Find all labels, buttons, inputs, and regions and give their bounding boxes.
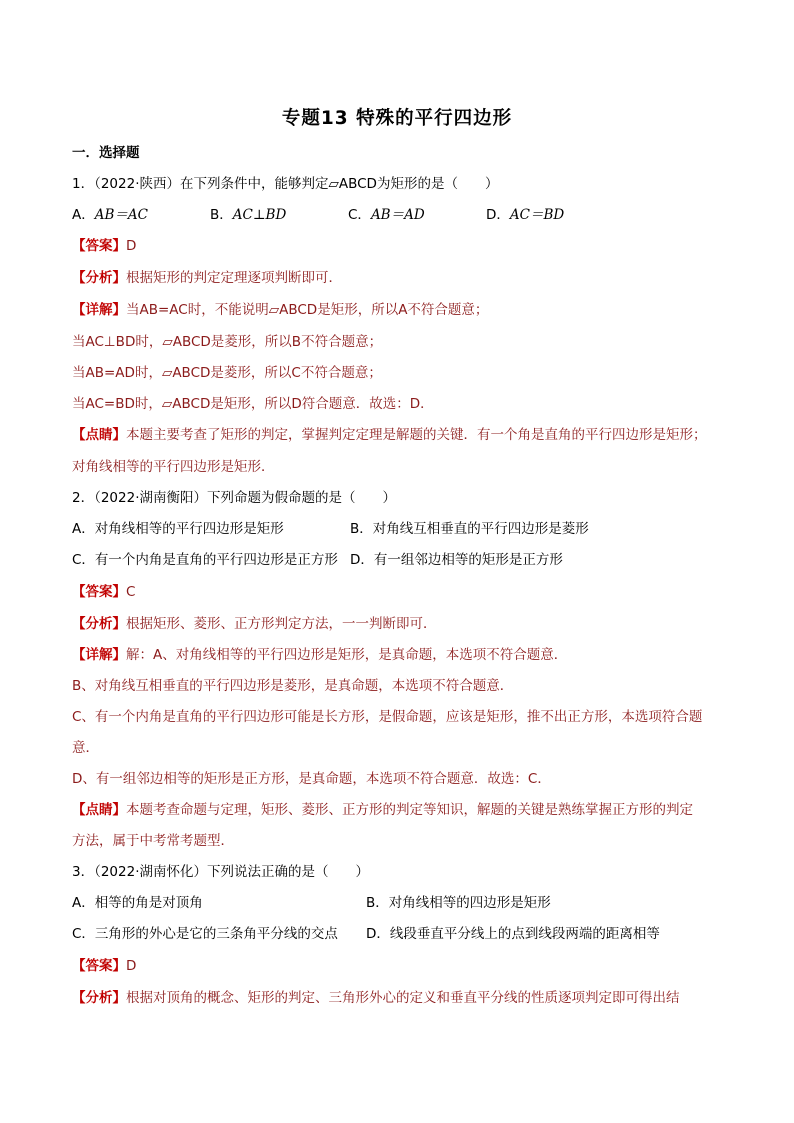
q1-comment	[72, 425, 707, 445]
q2-stem: 2．（2022·湖南衡阳）下列命题为假命题的是（ ）	[72, 490, 396, 506]
analysis-text: 根据矩形、菱形、正方形判定方法，一一判断即可．	[126, 616, 437, 632]
answer-tag: 【答案】	[72, 958, 126, 974]
q2-detail-line-4: 意．	[72, 740, 99, 756]
q2-option-d: D．有一组邻边相等的矩形是正方形	[350, 552, 563, 568]
option-math: AB＝AD	[370, 207, 425, 223]
option-letter: A．	[72, 207, 95, 223]
section-heading: 一．选择题	[72, 145, 140, 161]
detail-text: 解：A、对角线相等的平行四边形是矩形，是真命题，本选项不符合题意．	[126, 647, 568, 663]
detail-tag: 【详解】	[72, 302, 126, 318]
q2-detail	[72, 645, 567, 665]
comment-text: 本题主要考查了矩形的判定，掌握判定定理是解题的关键．有一个角是直角的平行四边形是矩形；	[126, 427, 707, 443]
q2-answer	[72, 582, 135, 602]
q3-stem: 3．（2022·湖南怀化）下列说法正确的是（ ）	[72, 864, 369, 880]
page-title: 专题13 特殊的平行四边形	[281, 108, 513, 129]
answer-value: C	[126, 584, 136, 600]
q2-comment	[72, 800, 693, 820]
comment-tag: 【点睛】	[72, 427, 126, 443]
option-math: AC⊥BD	[232, 207, 287, 223]
q2-detail-line-3: C、有一个内角是直角的平行四边形可能是长方形，是假命题，应该是矩形，推不出正方形，本选项符合题	[72, 709, 703, 725]
q3-option-a: A．相等的角是对顶角	[72, 895, 203, 911]
analysis-tag: 【分析】	[72, 270, 126, 286]
q2-comment-line-2: 方法，属于中考常考题型．	[72, 833, 234, 849]
q2-option-b: B．对角线互相垂直的平行四边形是菱形	[350, 521, 589, 537]
q1-detail-line-2: 当AC⊥BD时，▱ABCD是菱形，所以B不符合题意；	[72, 334, 383, 350]
q1-option-d	[486, 205, 564, 225]
q3-option-b: B．对角线相等的四边形是矩形	[366, 895, 551, 911]
detail-text: 当AB=AC时，不能说明▱ABCD是矩形，所以A不符合题意；	[126, 302, 489, 318]
answer-value: D	[126, 238, 137, 254]
q2-detail-line-2: B、对角线互相垂直的平行四边形是菱形，是真命题，本选项不符合题意．	[72, 678, 514, 694]
q1-detail-line-3: 当AB=AD时，▱ABCD是菱形，所以C不符合题意；	[72, 365, 382, 381]
q2-option-c: C．有一个内角是直角的平行四边形是正方形	[72, 552, 338, 568]
answer-value: D	[126, 958, 137, 974]
analysis-tag: 【分析】	[72, 990, 126, 1006]
q1-detail-line-4: 当AC=BD时，▱ABCD是矩形，所以D符合题意．故选：D．	[72, 396, 434, 412]
q2-detail-line-5: D、有一组邻边相等的矩形是正方形，是真命题，本选项不符合题意．故选：C．	[72, 771, 551, 787]
analysis-text: 根据对顶角的概念、矩形的判定、三角形外心的定义和垂直平分线的性质逐项判定即可得出结	[126, 990, 680, 1006]
option-letter: C．	[348, 207, 371, 223]
option-math: AB＝AC	[94, 207, 148, 223]
q1-option-c	[348, 205, 425, 225]
answer-tag: 【答案】	[72, 584, 126, 600]
option-letter: B．	[210, 207, 233, 223]
q3-analysis	[72, 988, 680, 1008]
q1-detail	[72, 300, 488, 320]
q1-comment-line-2: 对角线相等的平行四边形是矩形．	[72, 459, 275, 475]
detail-tag: 【详解】	[72, 647, 126, 663]
answer-tag: 【答案】	[72, 238, 126, 254]
q2-analysis	[72, 614, 437, 634]
analysis-tag: 【分析】	[72, 616, 126, 632]
q2-option-a: A．对角线相等的平行四边形是矩形	[72, 521, 284, 537]
q1-analysis	[72, 268, 342, 288]
q3-option-d: D．线段垂直平分线上的点到线段两端的距离相等	[366, 926, 660, 942]
option-math: AC＝BD	[509, 207, 565, 223]
q1-option-a	[72, 205, 148, 225]
analysis-text: 根据矩形的判定定理逐项判断即可．	[126, 270, 342, 286]
comment-tag: 【点睛】	[72, 802, 126, 818]
option-letter: D．	[486, 207, 510, 223]
q1-stem: 1．（2022·陕西）在下列条件中，能够判定▱ABCD为矩形的是（ ）	[72, 176, 499, 192]
q3-answer	[72, 956, 136, 976]
comment-text: 本题考查命题与定理，矩形、菱形、正方形的判定等知识，解题的关键是熟练掌握正方形的判定	[126, 802, 693, 818]
q1-option-b	[210, 205, 286, 225]
q3-option-c: C．三角形的外心是它的三条角平分线的交点	[72, 926, 338, 942]
q1-answer	[72, 236, 136, 256]
